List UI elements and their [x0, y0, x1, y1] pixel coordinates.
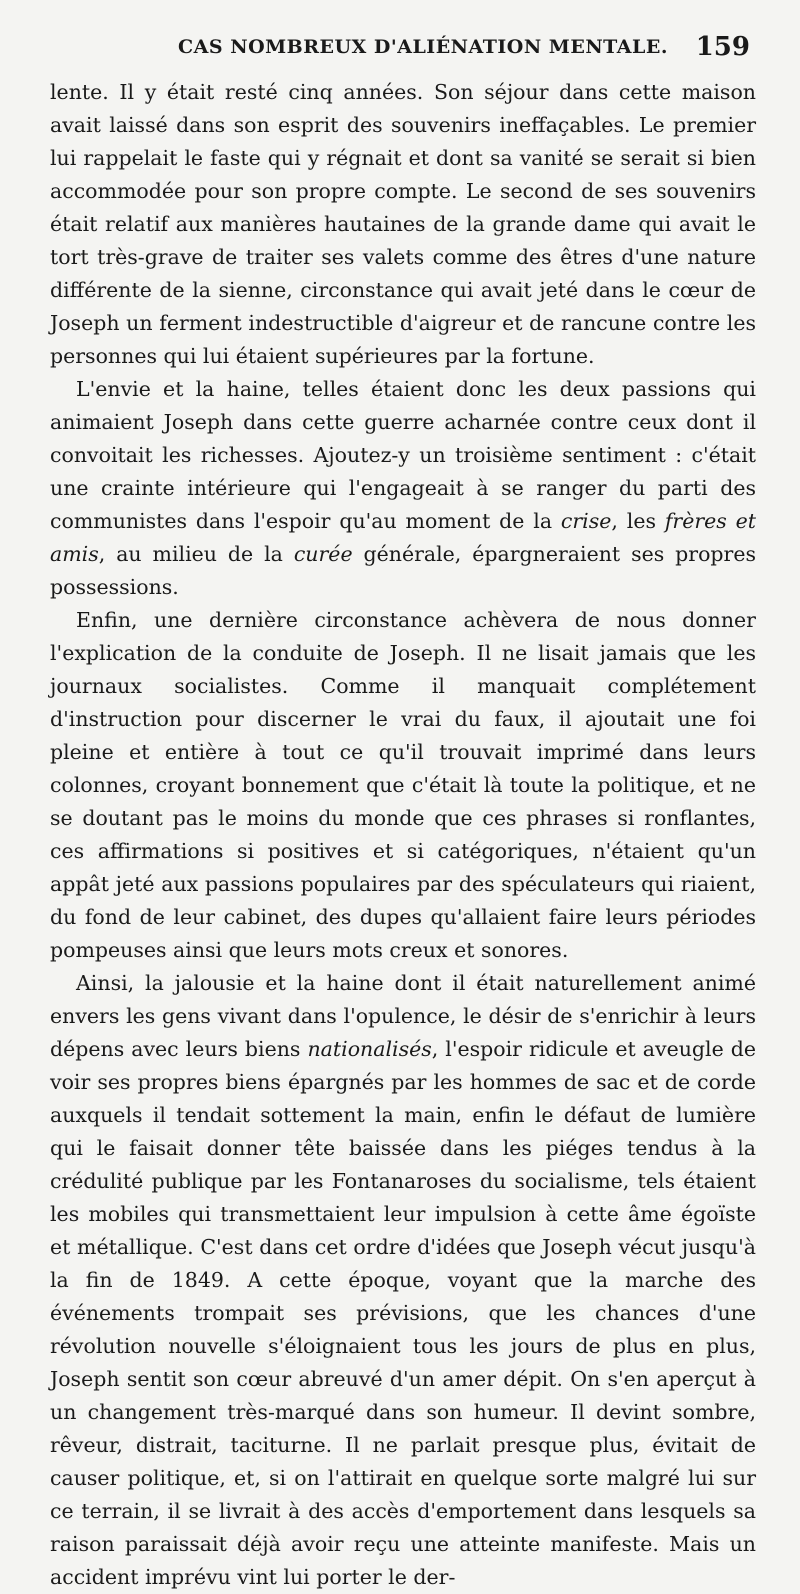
- running-title: CAS NOMBREUX D'ALIÉNATION MENTALE.: [178, 36, 668, 58]
- paragraph-text: , les: [611, 509, 665, 533]
- page-number: 159: [695, 32, 750, 62]
- italic-term: curée: [293, 542, 353, 566]
- paragraph-enfin: [50, 604, 756, 967]
- paragraph-text: Enfin, une dernière circonstance achèvera de nous donner l'explication de la conduite de Joseph. Il ne lisait jamais que les journaux socialistes. Comme il manquait complétement d'instruction pour discerner le vrai du faux, il ajoutait une foi pleine et entière à tout ce qu'il trouvait imprimé dans leurs colonnes, croyant bonnement que c'était là toute la politique, et ne se doutant pas le moins du monde que ces phrases si ronflantes, ces affirmations si positives et si catégoriques, n'étaient qu'un appât jeté aux passions populaires par des spéculateurs qui riaient, du fond de leur cabinet, des dupes qu'allaient faire leurs périodes pompeuses ainsi que leurs mots creux et sonores.: [50, 608, 756, 962]
- italic-term: frères et amis: [50, 509, 756, 566]
- paragraph-text: , l'espoir ridicule et aveugle de voir ses propres biens épargnés par les hommes de sac et de corde auxquels il tendait sottement la main, enfin le défaut de lumière qui le faisait donner tête baissée dans les piéges tendus à la crédulité publique par les Fontanaroses du socialisme, tels étaient les mobiles qui transmettaient leur impulsion à cette âme égoïste et métallique. C'est dans cet ordre d'idées que Joseph vécut jusqu'à la fin de 1849. A cette époque, voyant que la marche des événements trompait ses prévisions, que les chances d'une révolution nouvelle s'éloignaient tous les jours de plus en plus, Joseph sentit son cœur abreuvé d'un amer dépit. On s'en aperçut à un changement très-marqué dans son humeur. Il devint sombre, rêveur, distrait, taciturne. Il ne parlait presque plus, évitait de causer politique, et, si on l'attirait en quelque sorte malgré lui sur ce terrain, il se livrait à des accès d'emportement dans lesquels sa raison paraissait déjà avoir reçu une atteinte manifeste. Mais un accident imprévu vint lui porter le der-: [50, 1037, 756, 1589]
- paragraph-ainsi: [50, 967, 756, 1594]
- paragraph-text: Ainsi, la jalousie et la haine dont il était naturellement animé envers les gens vivant dans l'opulence, le désir de s'enrichir à leurs dépens avec leurs biens: [50, 971, 756, 1061]
- paragraph-text: lente. Il y était resté cinq années. Son séjour dans cette maison avait laissé dans son esprit des souvenirs ineffaçables. Le premier lui rappelait le faste qui y régnait et dont sa vanité se serait si bien accommodée pour son propre compte. Le second de ses souvenirs était relatif aux manières hautaines de la grande dame qui avait le tort très-grave de traiter ses valets comme des êtres d'une nature différente de la sienne, circonstance qui avait jeté dans le cœur de Joseph un ferment indestructible d'aigreur et de rancune contre les personnes qui lui étaient supérieures par la fortune.: [50, 80, 756, 368]
- paragraph-text: , au milieu de la: [98, 542, 294, 566]
- paragraph-text: L'envie et la haine, telles étaient donc les deux passions qui animaient Joseph dans cette guerre acharnée contre ceux dont il convoitait les richesses. Ajoutez-y un troisième sentiment : c'était une crainte intérieure qui l'engageait à se ranger du parti des communistes dans l'espoir qu'au moment de la: [50, 377, 756, 533]
- italic-term: crise: [560, 509, 612, 533]
- paragraph-envie-haine: [50, 373, 756, 604]
- italic-term: nationalisés: [307, 1037, 432, 1061]
- running-head: [50, 28, 756, 76]
- paragraph-text: générale, épargneraient ses propres possessions.: [50, 542, 757, 599]
- paragraph-continuation: [50, 76, 756, 373]
- page-body: [50, 76, 756, 1594]
